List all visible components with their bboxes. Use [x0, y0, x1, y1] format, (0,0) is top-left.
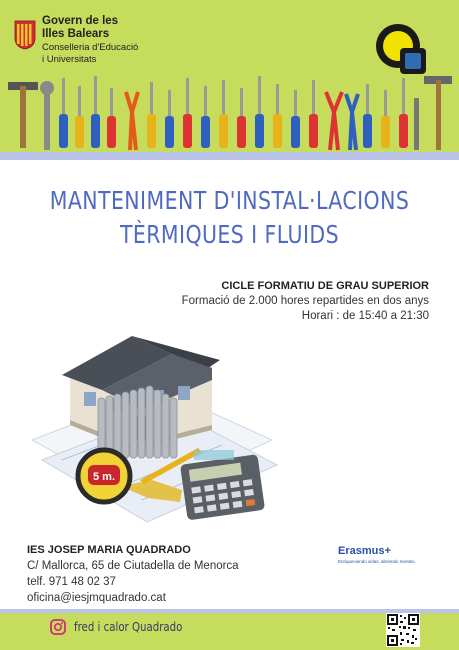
- school-name: IES JOSEP MARIA QUADRADO: [27, 544, 191, 556]
- instagram-handle[interactable]: fred i calor Quadrado: [74, 620, 183, 634]
- header-divider: [0, 152, 459, 160]
- government-sub-1: Conselleria d'Educació: [42, 42, 139, 53]
- course-title-line-1: MANTENIMENT D'INSTAL·LACIONS: [49, 186, 410, 215]
- erasmus-tagline: Enriqueciendo vidas, abriendo mentes.: [338, 559, 416, 564]
- qr-code-icon[interactable]: [386, 613, 420, 647]
- course-hours: Formació de 2.000 hores repartides en dos anys: [181, 295, 429, 307]
- instagram-icon[interactable]: [50, 619, 66, 635]
- school-email[interactable]: oficina@iesjmquadrado.cat: [27, 592, 166, 604]
- course-info: [182, 279, 429, 324]
- government-title-1: Govern de les: [42, 15, 119, 27]
- tape-label: 5 m.: [92, 471, 116, 483]
- erasmus-title: Erasmus+: [338, 545, 391, 557]
- school-contact: [27, 542, 239, 606]
- tools-illustration: [0, 68, 459, 156]
- course-schedule: Horari : de 15:40 a 21:30: [301, 310, 429, 322]
- government-sub-2: i Universitats: [42, 54, 97, 65]
- course-title-line-2: TÈRMIQUES I FLUIDS: [119, 220, 340, 249]
- school-address: C/ Mallorca, 65 de Ciutadella de Menorca: [27, 560, 239, 572]
- course-level: CICLE FORMATIU DE GRAU SUPERIOR: [221, 280, 429, 292]
- house-plans-illustration: [22, 330, 280, 525]
- school-phone[interactable]: telf. 971 48 02 37: [27, 576, 116, 588]
- government-branding: [42, 15, 138, 65]
- erasmus-logo: [338, 545, 416, 564]
- government-title-2: Illes Balears: [42, 28, 110, 40]
- course-title: [41, 184, 417, 252]
- government-shield-icon: [14, 20, 36, 50]
